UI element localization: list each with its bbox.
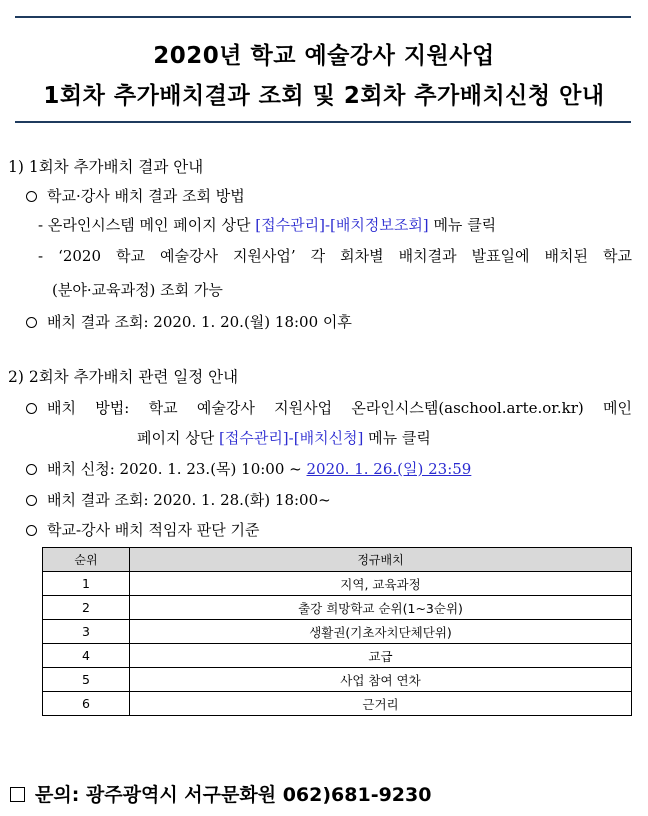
column-header-rank: 순위 [43, 548, 130, 572]
table-row [43, 572, 632, 596]
table-row [43, 644, 632, 668]
section1-sub-result-line1: - ‘2020 학교 예술강사 지원사업’ 각 회차별 배치결과 발표일에 배치된 학교 [38, 247, 632, 265]
contact-info: 문의: 광주광역시 서구문화원 062)681-9230 [10, 780, 431, 807]
table-row [43, 596, 632, 620]
table-row [43, 692, 632, 716]
menu-path-link: [접수관리]-[배치신청] [219, 429, 364, 447]
criteria-cell: 교급 [130, 644, 632, 668]
section2-item-method: 배치 방법: 학교 예술강사 지원사업 온라인시스템(aschool.arte.or.kr) 메인 [26, 398, 632, 418]
rank-cell: 2 [43, 596, 130, 620]
rank-cell: 6 [43, 692, 130, 716]
rank-cell: 5 [43, 668, 130, 692]
circle-bullet-icon [26, 464, 37, 475]
page-title-line1: 2020년 학교 예술강사 지원사업 [153, 43, 495, 69]
section2-item-apply: 배치 신청: 2020. 1. 23.(목) 10:00 ~ 2020. 1. 26.(일) 23:59 [26, 459, 471, 479]
checkbox-square-icon [10, 787, 25, 802]
section1-heading: 1) 1회차 추가배치 결과 안내 [8, 158, 204, 176]
section2-method-line2: 페이지 상단 [접수관리]-[배치신청] 메뉴 클릭 [137, 429, 431, 447]
menu-path-link: [접수관리]-[배치정보조회] [255, 216, 429, 234]
section2-item-criteria: 학교-강사 배치 적임자 판단 기준 [26, 520, 260, 540]
criteria-cell: 근거리 [130, 692, 632, 716]
circle-bullet-icon [26, 495, 37, 506]
circle-bullet-icon [26, 191, 37, 202]
circle-bullet-icon [26, 317, 37, 328]
page-title-line2: 1회차 추가배치결과 조회 및 2회차 추가배치신청 안내 [43, 83, 605, 109]
bottom-rule [15, 121, 631, 123]
circle-bullet-icon [26, 525, 37, 536]
section2-item-result: 배치 결과 조회: 2020. 1. 28.(화) 18:00~ [26, 490, 331, 510]
column-header-criteria: 정규배치 [130, 548, 632, 572]
criteria-cell: 지역, 교육과정 [130, 572, 632, 596]
apply-deadline: 2020. 1. 26.(일) 23:59 [306, 460, 472, 478]
rank-cell: 3 [43, 620, 130, 644]
section1-item-result: 배치 결과 조회: 2020. 1. 20.(월) 18:00 이후 [26, 312, 352, 332]
criteria-cell: 출강 희망학교 순위(1~3순위) [130, 596, 632, 620]
section1-sub-menu: - 온라인시스템 메인 페이지 상단 [접수관리]-[배치정보조회] 메뉴 클릭 [38, 216, 497, 234]
rank-cell: 4 [43, 644, 130, 668]
rank-cell: 1 [43, 572, 130, 596]
section1-item-method: 학교·강사 배치 결과 조회 방법 [26, 186, 245, 206]
section1-sub-result-line2: (분야·교육과정) 조회 가능 [52, 281, 223, 299]
top-rule [15, 16, 631, 18]
table-header-row [43, 548, 632, 572]
criteria-cell: 생활권(기초자치단체단위) [130, 620, 632, 644]
table-row [43, 668, 632, 692]
table-row [43, 620, 632, 644]
criteria-table [42, 547, 632, 716]
section2-heading: 2) 2회차 추가배치 관련 일정 안내 [8, 368, 239, 386]
criteria-cell: 사업 참여 연차 [130, 668, 632, 692]
circle-bullet-icon [26, 403, 37, 414]
